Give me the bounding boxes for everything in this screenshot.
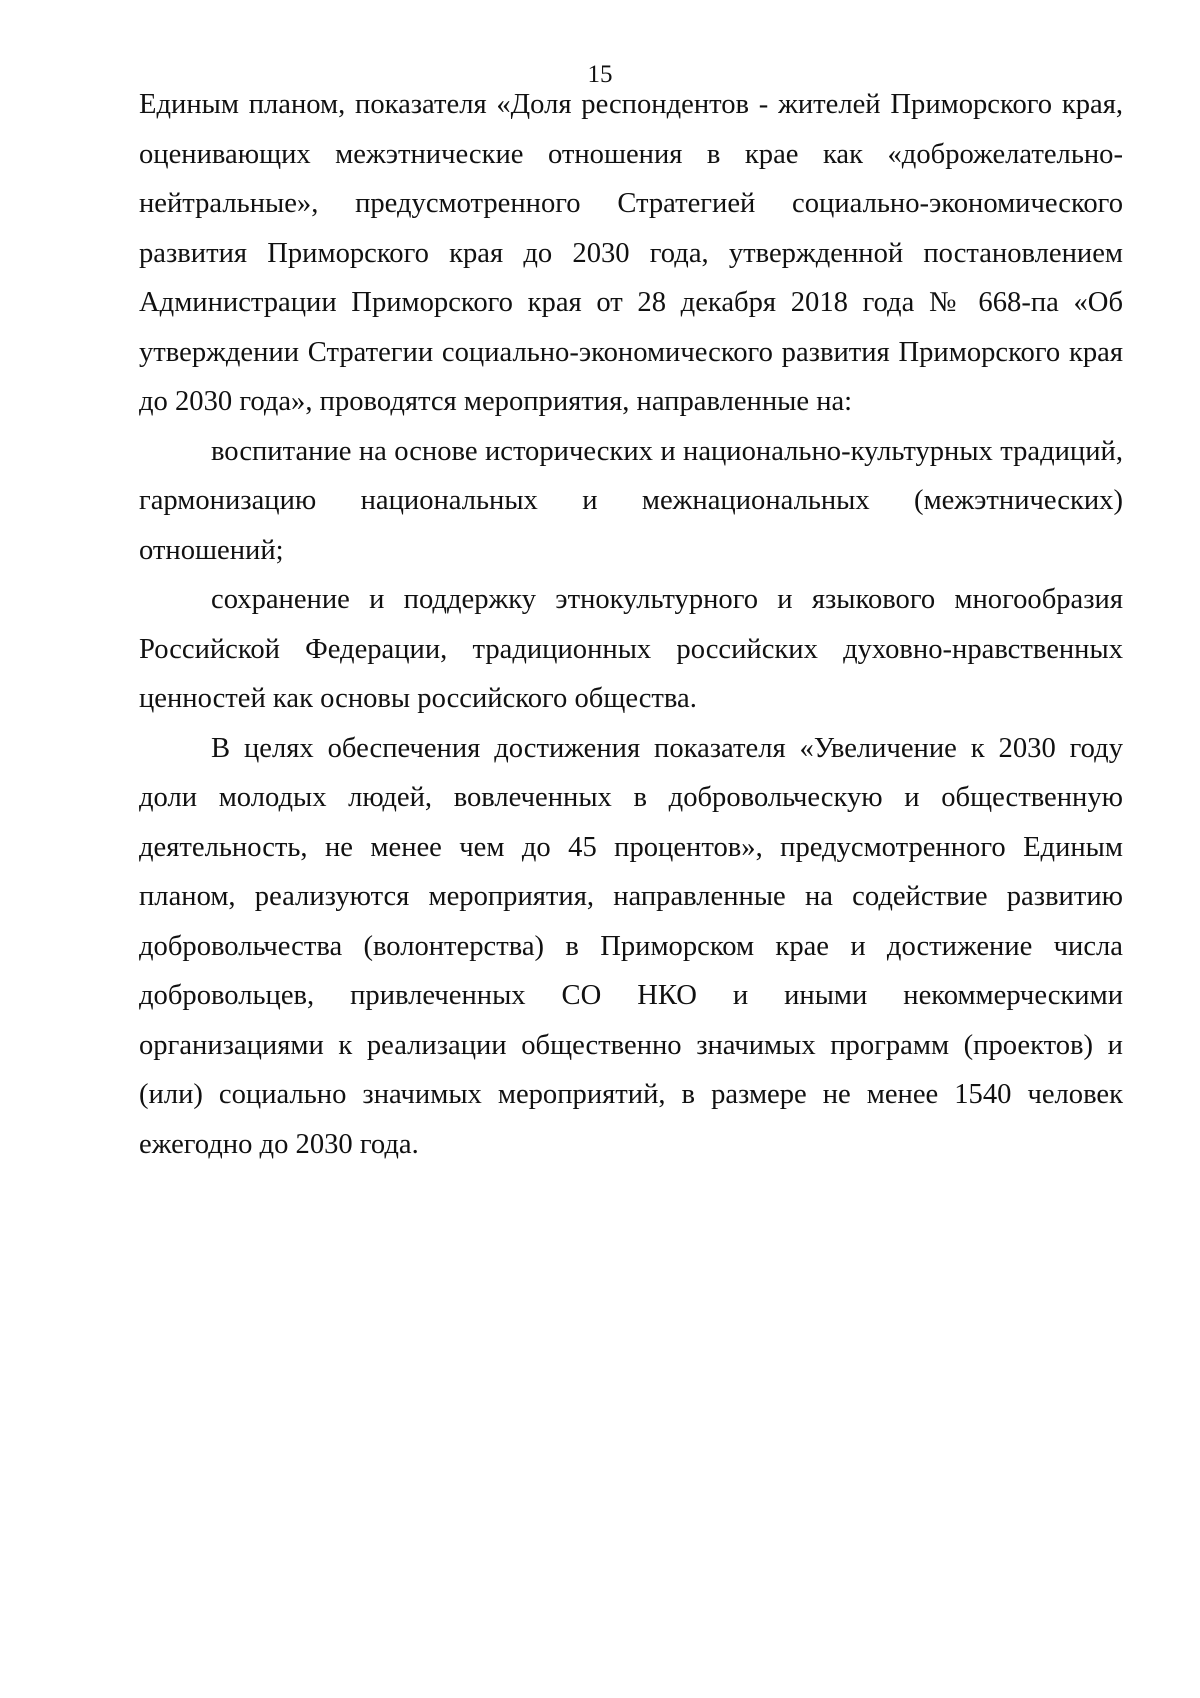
paragraph-continuation: Единым планом, показателя «Доля респондентов - жителей Приморского края, оценивающих межэтнические отношения в крае как «доброжелательно-нейтральные», предусмотренного Стратегией социально-экономического развития Приморского края до 2030 года, утвержденной постановлением Администрации Приморского края от 28 декабря 2018 года № 668-па «Об утверждении Стратегии социально-экономического развития Приморского края до 2030 года», проводятся мероприятия, направленные на: (139, 89, 1123, 417)
document-body (139, 80, 1123, 1169)
paragraph-volunteering: В целях обеспечения достижения показателя «Увеличение к 2030 году доли молодых людей, вовлеченных в добровольческую и общественную деятельность, не менее чем до 45 процентов», предусмотренного Единым планом, реализуются мероприятия, направленные на содействие развитию добровольчества (волонтерства) в Приморском крае и достижение числа добровольцев, привлеченных СО НКО и иными некоммерческими организациями к реализации общественно значимых программ (проектов) и (или) социально значимых мероприятий, в размере не менее 1540 человек ежегодно до 2030 года. (139, 732, 1123, 1160)
paragraph-list-item-upbringing: воспитание на основе исторических и национально-культурных традиций, гармонизацию национальных и межнациональных (межэтнических) отношений; (139, 435, 1123, 566)
paragraph-list-item-preservation: сохранение и поддержку этнокультурного и языкового многообразия Российской Федерации, традиционных российских духовно-нравственных ценностей как основы российского общества. (139, 584, 1123, 714)
page-number: 15 (587, 61, 613, 88)
